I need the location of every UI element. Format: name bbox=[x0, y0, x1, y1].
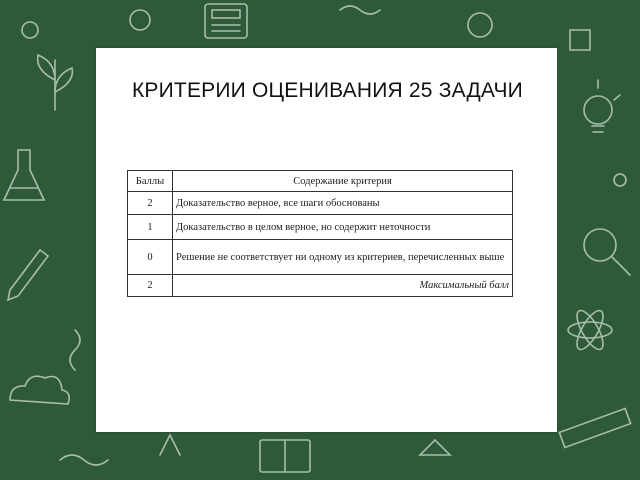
table-row bbox=[128, 192, 513, 215]
table-row bbox=[128, 215, 513, 240]
cloud-icon bbox=[10, 376, 69, 404]
plant-icon bbox=[38, 55, 73, 110]
table-row bbox=[128, 240, 513, 275]
row-score: 1 bbox=[128, 215, 173, 240]
row-content: Доказательство верное, все шаги обоснованы bbox=[173, 192, 513, 215]
row-content: Решение не соответствует ни одному из критериев, перечисленных выше bbox=[173, 240, 513, 275]
header-score: Баллы bbox=[128, 171, 173, 192]
magnifier-icon bbox=[584, 229, 630, 275]
row-content: Доказательство в целом верное, но содержит неточности bbox=[173, 215, 513, 240]
slide bbox=[96, 48, 557, 432]
book-icon bbox=[260, 440, 310, 472]
ruler-icon bbox=[559, 409, 630, 448]
header-content: Содержание критерия bbox=[173, 171, 513, 192]
row-score: 2 bbox=[128, 192, 173, 215]
table-row bbox=[128, 275, 513, 297]
calculator-icon bbox=[205, 4, 247, 38]
flask-icon bbox=[4, 150, 44, 200]
row-score: 0 bbox=[128, 240, 173, 275]
table-header-row bbox=[128, 171, 513, 192]
row-score: 2 bbox=[128, 275, 173, 297]
criteria-table bbox=[127, 170, 513, 297]
pencil-icon bbox=[8, 250, 48, 300]
atom-icon bbox=[568, 307, 612, 353]
max-score-label: Максимальный балл bbox=[173, 275, 513, 297]
slide-title: КРИТЕРИИ ОЦЕНИВАНИЯ 25 ЗАДАЧИ bbox=[132, 79, 523, 102]
lightbulb-icon bbox=[584, 80, 620, 132]
